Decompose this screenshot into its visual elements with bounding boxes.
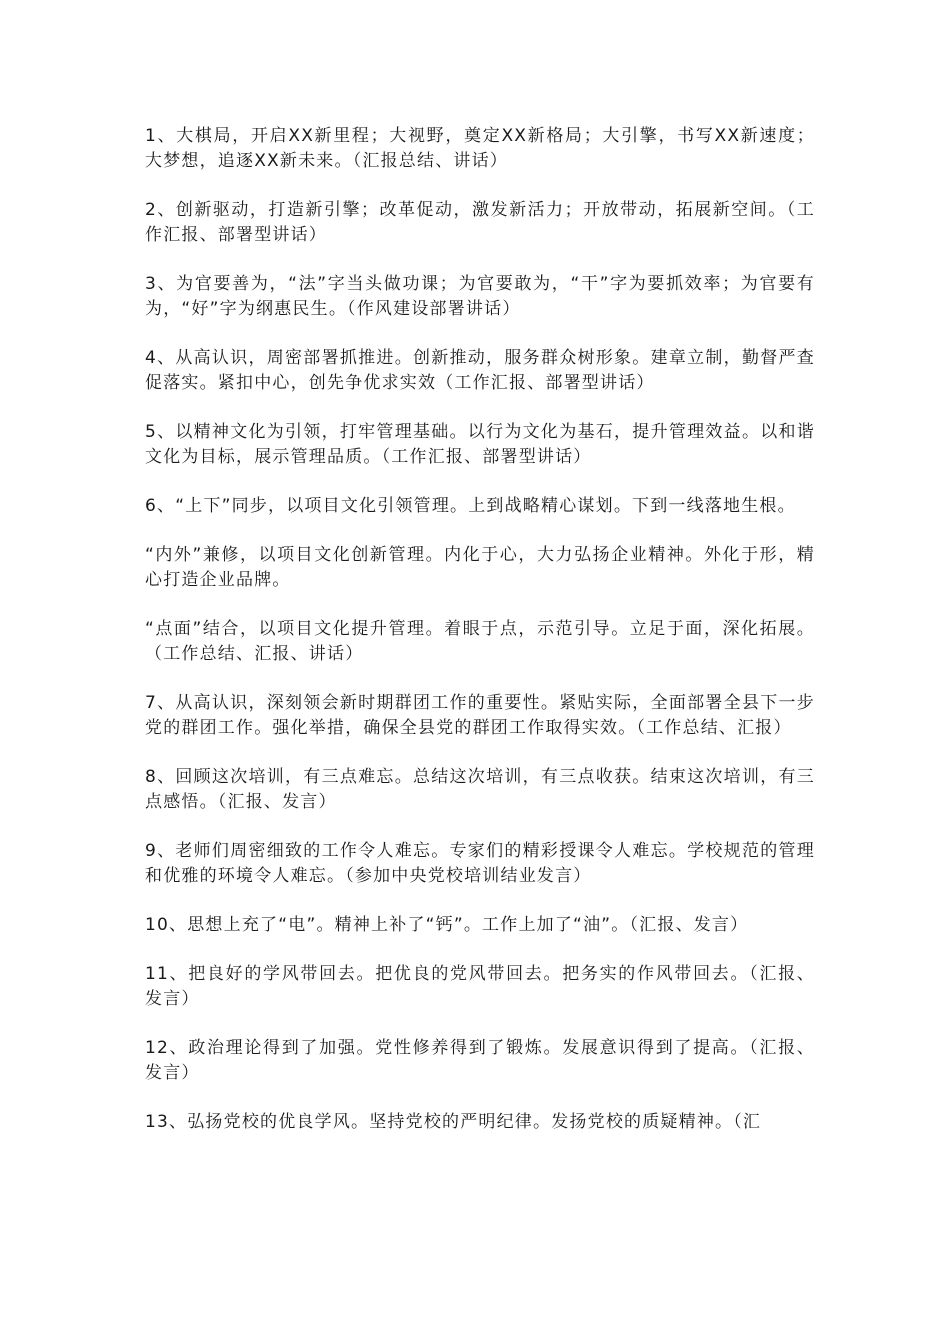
- paragraph-1: 1、大棋局，开启XX新里程；大视野，奠定XX新格局；大引擎，书写XX新速度；大梦想，追逐XX新未来。（汇报总结、讲话）: [145, 126, 815, 171]
- paragraph-3: 3、为官要善为，“法”字当头做功课；为官要敢为，“干”字为要抓效率；为官要有为，“好”字为纲惠民生。（作风建设部署讲话）: [145, 274, 815, 319]
- paragraph-11: 11、把良好的学风带回去。把优良的党风带回去。把务实的作风带回去。（汇报、发言）: [145, 964, 815, 1009]
- paragraph-10: 10、思想上充了“电”。精神上补了“钙”。工作上加了“油”。（汇报、发言）: [145, 915, 749, 935]
- paragraph-6-point-area: “点面”结合，以项目文化提升管理。着眼于点，示范引导。立足于面，深化拓展。（工作总结、汇报、讲话）: [145, 619, 815, 664]
- paragraph-8: 8、回顾这次培训，有三点难忘。总结这次培训，有三点收获。结束这次培训，有三点感悟。（汇报、发言）: [145, 767, 815, 812]
- paragraph-5: 5、以精神文化为引领，打牢管理基础。以行为文化为基石，提升管理效益。以和谐文化为目标，展示管理品质。（工作汇报、部署型讲话）: [145, 422, 815, 467]
- paragraph-2: 2、创新驱动，打造新引擎；改革促动，激发新活力；开放带动，拓展新空间。（工作汇报、部署型讲话）: [145, 200, 815, 245]
- paragraph-7: 7、从高认识，深刻领会新时期群团工作的重要性。紧贴实际，全面部署全县下一步党的群团工作。强化举措，确保全县党的群团工作取得实效。（工作总结、汇报）: [145, 693, 815, 738]
- paragraph-6: 6、“上下”同步，以项目文化引领管理。上到战略精心谋划。下到一线落地生根。: [145, 496, 796, 516]
- paragraph-6-inner-outer: “内外”兼修，以项目文化创新管理。内化于心，大力弘扬企业精神。外化于形，精心打造企业品牌。: [145, 545, 815, 590]
- document-body: [145, 124, 815, 1159]
- paragraph-4: 4、从高认识，周密部署抓推进。创新推动，服务群众树形象。建章立制，勤督严查促落实。紧扣中心，创先争优求实效（工作汇报、部署型讲话）: [145, 348, 815, 393]
- paragraph-13: 13、弘扬党校的优良学风。坚持党校的严明纪律。发扬党校的质疑精神。（汇: [145, 1112, 762, 1132]
- paragraph-9: 9、老师们周密细致的工作令人难忘。专家们的精彩授课令人难忘。学校规范的管理和优雅的环境令人难忘。（参加中央党校培训结业发言）: [145, 841, 815, 886]
- paragraph-12: 12、政治理论得到了加强。党性修养得到了锻炼。发展意识得到了提高。（汇报、发言）: [145, 1038, 815, 1083]
